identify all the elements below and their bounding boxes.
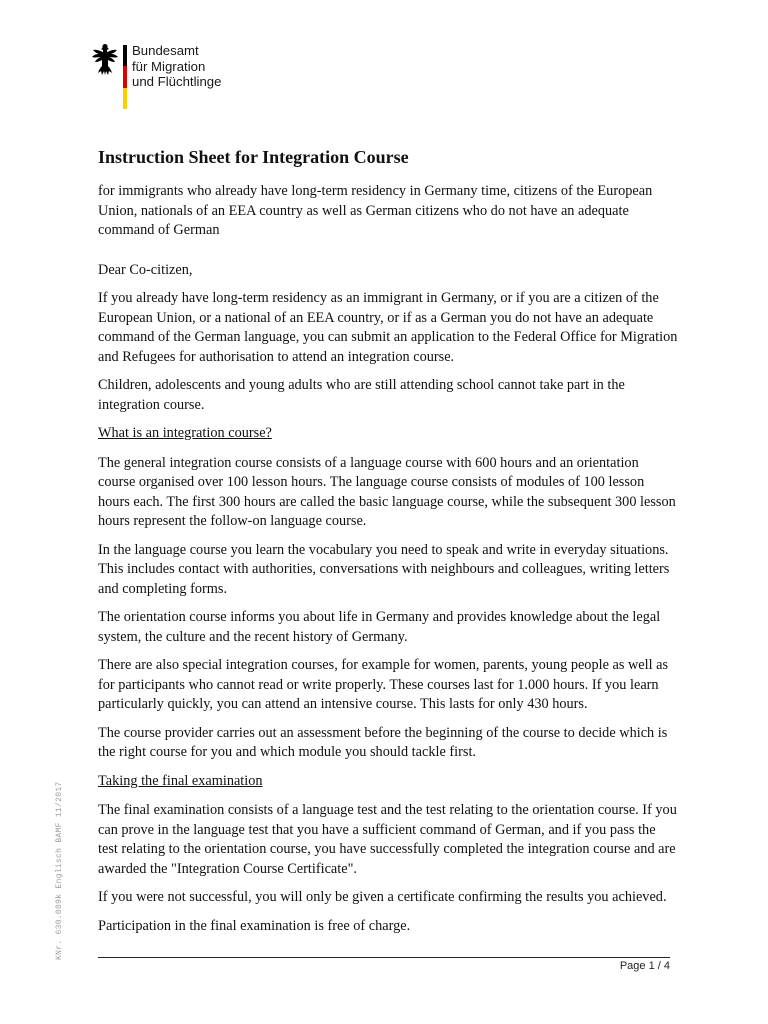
section-paragraph: The course provider carries out an assessment before the beginning of the course to decide which is the right course for you and which module you should tackle first. <box>98 724 668 760</box>
logo-line: für Migration <box>132 58 206 74</box>
intro-paragraph: If you already have long-term residency as an immigrant in Germany, or if you are a citizen of the European Union, or a national of an EEA country, or if as a German you do not have an adequate command of the German language, you can submit an application to the Federal Office for Migration and Refugees for authorisation to attend an integration course. <box>98 290 678 365</box>
section-paragraph: There are also special integration courses, for example for women, parents, young people as well as for participants who cannot read or write properly. These courses last for 1.000 hours. If you learn particularly quickly, you can attend an intensive course. This lasts for only 430 hours. <box>98 657 669 712</box>
flag-black-stripe <box>123 45 127 66</box>
section-paragraph: The general integration course consists of a language course with 600 hours and an orientation course organised over 100 lesson hours. The language course consists of modules of 100 lesson hours each. The first 300 hours are called the basic language course, while the subsequent 300 lesson hours represent the follow-on language course. <box>98 454 676 529</box>
document-subtitle: for immigrants who already have long-term residency in Germany time, citizens of the European Union, nationals of an EEA country as well as German citizens who do not have an adequate command of German <box>98 183 653 238</box>
side-reference-note: KNr. 630.009k Englisch BAMF 11/2017 <box>55 781 64 960</box>
flag-red-stripe <box>123 66 127 87</box>
logo-line: und Flüchtlinge <box>132 74 222 89</box>
document-title: Instruction Sheet for Integration Course <box>98 147 409 167</box>
section-paragraph: In the language course you learn the vocabulary you need to speak and write in everyday situations. This includes contact with authorities, conversations with neighbours and colleagues, writing letters and completing forms. <box>98 541 670 597</box>
logo-text <box>132 43 221 90</box>
greeting: Dear Co-citizen, <box>98 261 193 278</box>
bamf-logo <box>90 42 270 112</box>
section-heading: Taking the final examination <box>98 772 263 789</box>
footer-divider <box>98 957 670 958</box>
section-paragraph: If you were not successful, you will only be given a certificate confirming the results you achieved. <box>98 889 667 905</box>
section-paragraph: The final examination consists of a language test and the test relating to the orientation course. If you can prove in the language test that you have a sufficient command of German, and if you pass the test relating to the orientation course, you have successfully completed the integration course and are awarded the "Integration Course Certificate". <box>98 802 677 877</box>
document-body <box>98 146 678 945</box>
section-heading: What is an integration course? <box>98 425 272 441</box>
logo-line: Bundesamt <box>132 43 199 58</box>
federal-eagle-icon <box>90 42 120 78</box>
intro-paragraph: Children, adolescents and young adults who are still attending school cannot take part in the integration course. <box>98 377 625 413</box>
section-paragraph: Participation in the final examination is free of charge. <box>98 917 411 934</box>
german-flag-bar <box>123 45 127 109</box>
section-paragraph: The orientation course informs you about life in Germany and provides knowledge about the legal system, the culture and the recent history of Germany. <box>98 609 661 645</box>
flag-gold-stripe <box>123 88 127 109</box>
page-number: Page 1 / 4 <box>619 960 670 972</box>
